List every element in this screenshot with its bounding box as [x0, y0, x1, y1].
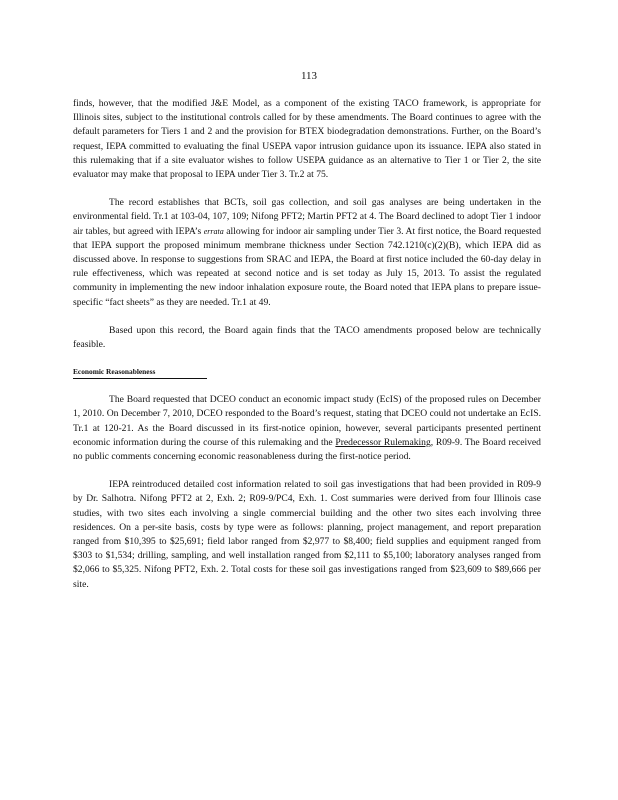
- paragraph-record-establishes: [73, 196, 541, 310]
- paragraph-dceo-request: [73, 393, 541, 464]
- document-body: [73, 97, 541, 606]
- paragraph-text: The record establishes that BCTs, soil gas collection, and soil gas analyses are being undertaken in the environmental field. Tr.1 at 103-04, 107, 109; Nifong PFT2; Martin PFT2 at 4. The Board declined to adopt Tier 1 indoor air tables, but agreed with IEPA’s: [73, 197, 541, 237]
- paragraph-cost-information: [73, 478, 541, 592]
- paragraph-text: , R09-9. The Board received no public comments concerning economic reasonableness during the first-notice period.: [73, 436, 541, 463]
- errata-italic: errata: [203, 226, 224, 236]
- paragraph-text: Based upon this record, the Board again finds that the TACO amendments proposed below are technically feasible.: [73, 324, 541, 351]
- paragraph-findings-continued: [73, 97, 541, 182]
- paragraph-text: allowing for indoor air sampling under Tier 3. At first notice, the Board requested that IEPA support the proposed minimum membrane thickness under Section 742.1210(c)(2)(B), which IEPA did as discussed above. In response to suggestions from SRAC and IEPA, the Board at first notice included the 60-day delay in rule effectiveness, which was repeated at second notice and is set today as July 15, 2013. To assist the regulated community in implementing the new indoor inhalation exposure route, the Board noted that IEPA plans to prepare issue-specific “fact sheets” as they are needed. Tr.1 at 49.: [73, 225, 541, 308]
- predecessor-rulemaking-cite: Predecessor Rulemaking: [335, 436, 431, 448]
- paragraph-text: finds, however, that the modified J&E Model, as a component of the existing TACO framework, is appropriate for Illinois sites, subject to the institutional controls called for by these amendments. The Board continues to agree with the default parameters for Tiers 1 and 2 and the provision for BTEX biodegradation demonstrations. Further, on the Board’s request, IEPA committed to evaluating the final USEPA vapor intrusion guidance upon its issuance. IEPA also stated in this rulemaking that if a site evaluator wishes to follow USEPA guidance as an alternative to Tier 1 or Tier 2, the site evaluator may make that proposal to IEPA under Tier 3. Tr.2 at 75.: [73, 98, 541, 181]
- paragraph-text: The Board requested that DCEO conduct an economic impact study (EcIS) of the proposed rules on December 1, 2010. On December 7, 2010, DCEO responded to the Board’s request, stating that DCEO could not undertake an EcIS. Tr.1 at 120-21. As the Board discussed in its first-notice opinion, however, several participants presented pertinent economic information during the course of this rulemaking and the: [73, 394, 541, 448]
- section-heading-economic: [73, 366, 541, 379]
- page-number: 113: [300, 70, 318, 82]
- section-heading-text: Economic Reasonableness: [73, 366, 207, 379]
- paragraph-text: IEPA reintroduced detailed cost information related to soil gas investigations that had been provided in R09-9 by Dr. Salhotra. Nifong PFT2 at 2, Exh. 2; R09-9/PC4, Exh. 1. Cost summaries were derived from four Illinois case studies, with two sites each involving a single commercial building and the other two sites each involving three residences. On a per-site basis, costs by type were as follows: planning, project management, and report preparation ranged from $10,395 to $25,691; field labor ranged from $2,977 to $8,400; field supplies and equipment ranged from $303 to $1,534; drilling, sampling, and well installation ranged from $2,111 to $5,100; laboratory analyses ranged from $2,066 to $5,325. Nifong PFT2, Exh. 2. Total costs for these soil gas investigations ranged from $23,609 to $89,666 per site.: [73, 479, 541, 590]
- paragraph-technically-feasible: [73, 324, 541, 352]
